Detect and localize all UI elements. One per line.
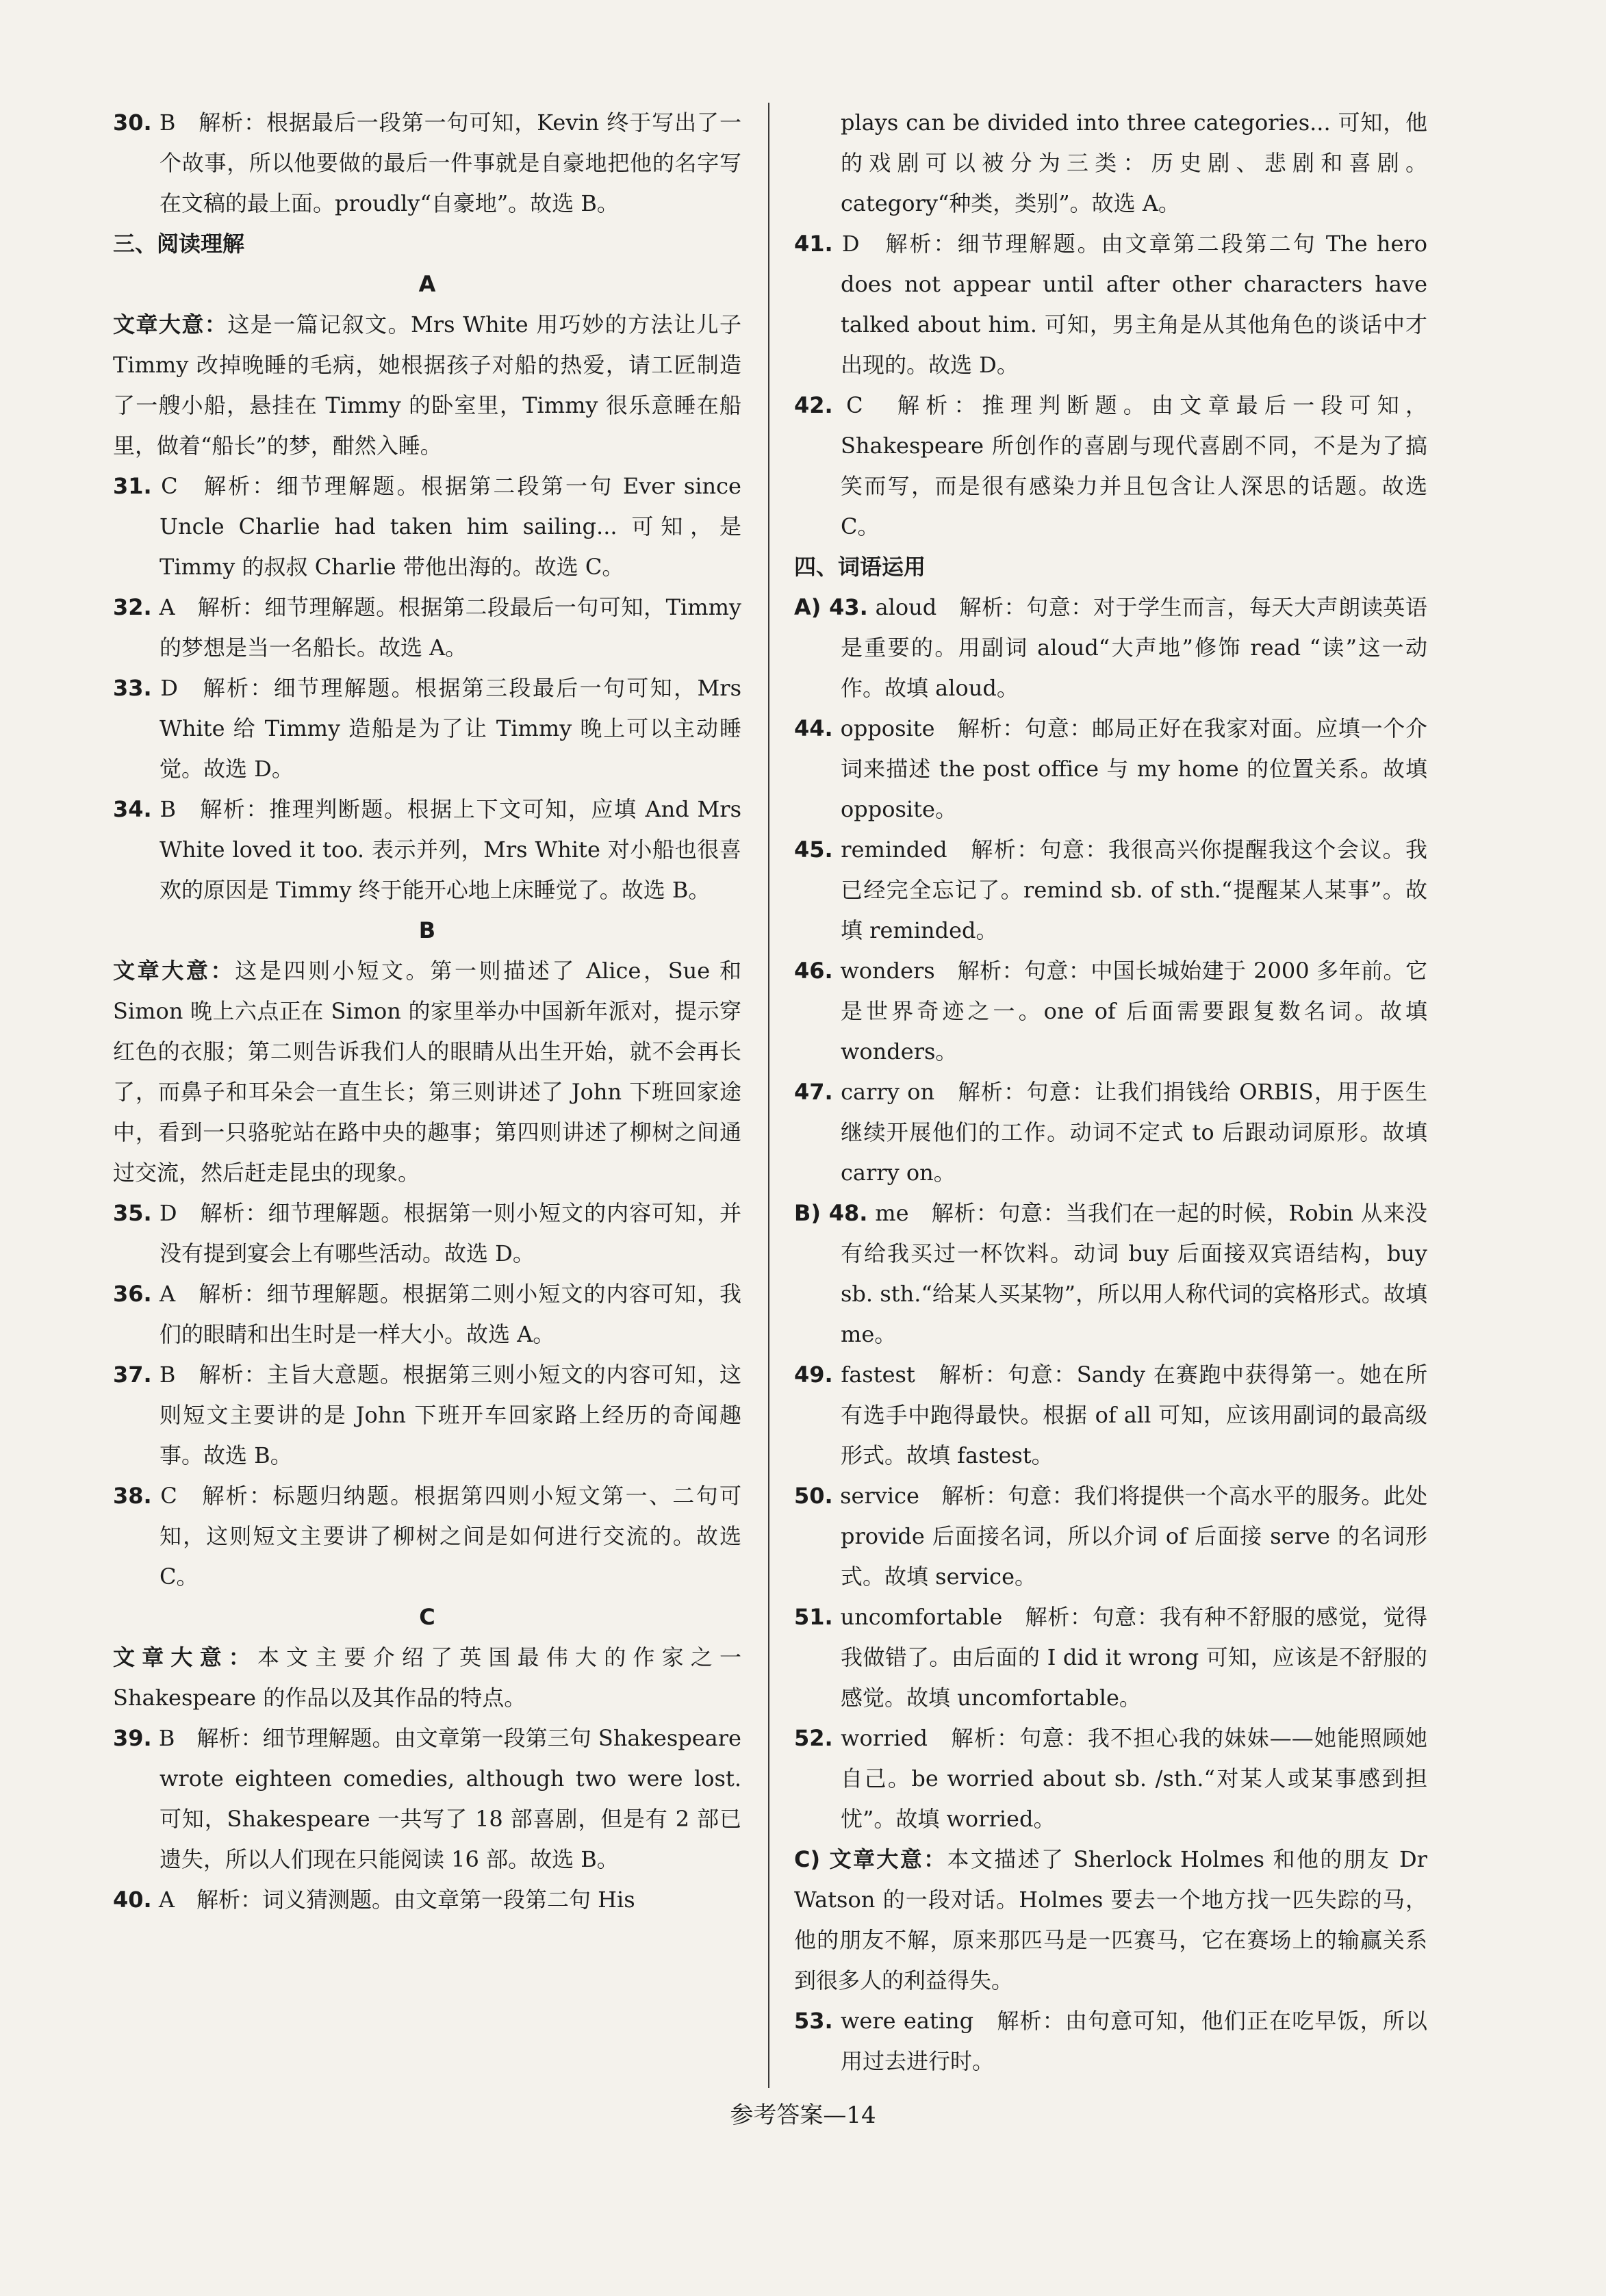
answer-53 (794, 2001, 1427, 2082)
answer-45 (794, 830, 1427, 951)
answer-text: wonders 解析：句意：中国长城始建于 2000 多年前。它是世界奇迹之一。one of 后面需要跟复数名词。故填 wonders。 (840, 958, 1427, 1064)
answer-51 (794, 1597, 1427, 1718)
question-number: 30. (113, 110, 152, 136)
answer-text: C 解析：标题归纳题。根据第四则小短文第一、二句可知，这则短文主要讲了柳树之间是如何进行交流的。故选 C。 (160, 1483, 741, 1590)
answer-text: D 解析：细节理解题。根据第三段最后一句可知，Mrs White 给 Timmy 造船是为了让 Timmy 晚上可以主动睡觉。故选 D。 (160, 675, 741, 782)
answer-41 (794, 224, 1427, 385)
answer-text: C 解析：推理判断题。由文章最后一段可知，Shakespeare 所创作的喜剧与现代喜剧不同，不是为了搞笑而写，而是很有感染力并且包含让人深思的话题。故选 C。 (841, 392, 1427, 539)
answer-46 (794, 951, 1427, 1072)
answer-text: C 解析：细节理解题。根据第二段第一句 Ever since Uncle Charlie had taken him sailing... 可知，是 Timmy 的叔叔 Charlie 带他出海的。故选 C。 (160, 473, 741, 580)
answer-47 (794, 1072, 1427, 1193)
answer-31 (113, 466, 741, 587)
question-number: 42. (794, 392, 833, 418)
question-number: 52. (794, 1725, 833, 1751)
summary-text: 本文描述了 Sherlock Holmes 和他的朋友 Dr Watson 的一段对话。Holmes 要去一个地方找一匹失踪的马，他的朋友不解，原来那匹马是一匹赛马，它在赛场上的输赢关系到很多人的利益得失。 (794, 1846, 1427, 1993)
question-number: 47. (794, 1079, 833, 1105)
answer-text: carry on 解析：句意：让我们捐钱给 ORBIS，用于医生继续开展他们的工作。动词不定式 to 后跟动词原形。故填 carry on。 (841, 1079, 1427, 1186)
question-number: 51. (794, 1604, 833, 1630)
question-number: 50. (794, 1483, 833, 1509)
summary-label: 文章大意： (113, 1644, 257, 1670)
passage-summary-b (113, 951, 741, 1193)
question-number: B) 48. (794, 1200, 868, 1226)
passage-heading-b: B (418, 917, 436, 943)
answer-text: D 解析：细节理解题。由文章第二段第二句 The hero does not appear until after other characters have talked about him. 可知，男主角是从其他角色的谈话中才出现的。故选 D。 (841, 231, 1427, 378)
passage-summary-c2 (794, 1839, 1427, 2001)
question-number: 32. (113, 594, 152, 620)
question-number: A) 43. (794, 594, 868, 620)
question-number: 40. (113, 1887, 152, 1913)
answer-text: service 解析：句意：我们将提供一个高水平的服务。此处 provide 后面接名词，所以介词 of 后面接 serve 的名词形式。故填 service。 (840, 1483, 1427, 1590)
question-number: 41. (794, 231, 833, 257)
answer-43 (794, 587, 1427, 709)
answer-37 (113, 1355, 741, 1476)
question-number: 45. (794, 837, 833, 863)
question-number: 31. (113, 473, 152, 499)
answer-text: D 解析：细节理解题。根据第一则小短文的内容可知，并没有提到宴会上有哪些活动。故选 D。 (159, 1200, 741, 1266)
answer-text: worried 解析：句意：我不担心我的妹妹——她能照顾她自己。be worried about sb. /sth.“对某人或某事感到担忧”。故填 worried。 (841, 1725, 1427, 1832)
answer-42 (794, 385, 1427, 547)
page-footer: 参考答案—14 (730, 2102, 876, 2129)
question-number: 34. (113, 796, 152, 822)
question-number: 37. (113, 1362, 152, 1388)
answer-49 (794, 1355, 1427, 1476)
answer-text: me 解析：句意：当我们在一起的时候，Robin 从来没有给我买过一杯饮料。动词 buy 后面接双宾语结构，buy sb. sth.“给某人买某物”，所以用人称代词的宾格形式。故填 me。 (841, 1200, 1428, 1347)
summary-text: 本文主要介绍了英国最伟大的作家之一 Shakespeare 的作品以及其作品的特点。 (113, 1644, 741, 1711)
answer-33 (113, 668, 741, 789)
answer-text: opposite 解析：句意：邮局正好在我家对面。应填一个介词来描述 the post office 与 my home 的位置关系。故填 opposite。 (840, 715, 1427, 822)
answer-40-continued: plays can be divided into three categories... 可知，他的戏剧可以被分为三类：历史剧、悲剧和喜剧。category“种类，类别”。故选 A。 (841, 110, 1427, 216)
summary-label: 文章大意： (113, 958, 235, 984)
answer-38 (113, 1476, 741, 1597)
summary-label: C) 文章大意： (794, 1846, 947, 1872)
summary-text: 这是四则小短文。第一则描述了 Alice，Sue 和 Simon 晚上六点正在 Simon 的家里举办中国新年派对，提示穿红色的衣服；第二则告诉我们人的眼睛从出生开始，就不会再长了，而鼻子和耳朵会一直生长；第三则讲述了 John 下班回家途中，看到一只骆驼站在路中央的趣事；第四则讲述了柳树之间通过交流，然后赶走昆虫的现象。 (113, 958, 741, 1186)
answer-text: B 解析：根据最后一段第一句可知，Kevin 终于写出了一个故事，所以他要做的最后一件事就是自豪地把他的名字写在文稿的最上面。proudly“自豪地”。故选 B。 (159, 110, 742, 216)
question-number: 49. (794, 1362, 833, 1388)
answer-text: reminded 解析：句意：我很高兴你提醒我这个会议。我已经完全忘记了。remind sb. of sth.“提醒某人某事”。故填 reminded。 (841, 837, 1427, 943)
answer-48 (794, 1193, 1427, 1355)
passage-heading-a: A (418, 271, 436, 297)
answer-39 (113, 1718, 741, 1880)
left-column (113, 103, 741, 1920)
section-heading-reading: 三、阅读理解 (113, 231, 245, 257)
right-column (794, 103, 1427, 2082)
answer-text: B 解析：推理判断题。根据上下文可知，应填 And Mrs White loved it too. 表示并列，Mrs White 对小船也很喜欢的原因是 Timmy 终于能开心地上床睡觉了。故选 B。 (160, 796, 741, 903)
answer-text: A 解析：词义猜测题。由文章第一段第二句 His (158, 1887, 635, 1913)
answer-text: uncomfortable 解析：句意：我有种不舒服的感觉，觉得我做错了。由后面的 I did it wrong 可知，应该是不舒服的感觉。故填 uncomfortable。 (840, 1604, 1427, 1711)
summary-text: 这是一篇记叙文。Mrs White 用巧妙的方法让儿子 Timmy 改掉晚睡的毛病，她根据孩子对船的热爱，请工匠制造了一艘小船，悬挂在 Timmy 的卧室里，Timmy 很乐意睡在船里，做着“船长”的梦，酣然入睡。 (113, 311, 741, 459)
answer-40 (113, 1880, 741, 1920)
passage-summary-a (113, 305, 741, 466)
answer-text: A 解析：细节理解题。根据第二则小短文的内容可知，我们的眼睛和出生时是一样大小。故选 A。 (159, 1281, 741, 1347)
question-number: 35. (113, 1200, 152, 1226)
summary-label: 文章大意： (113, 311, 228, 337)
answer-52 (794, 1718, 1427, 1839)
question-number: 33. (113, 675, 152, 701)
passage-summary-c (113, 1637, 741, 1718)
question-number: 39. (113, 1725, 152, 1751)
answer-text: fastest 解析：句意：Sandy 在赛跑中获得第一。她在所有选手中跑得最快。根据 of all 可知，应该用副词的最高级形式。故填 fastest。 (841, 1362, 1427, 1468)
answer-text: B 解析：细节理解题。由文章第一段第三句 Shakespeare wrote eighteen comedies, although two were lost. 可知，Shakespeare 一共写了 18 部喜剧，但是有 2 部已遗失，所以人们现在只能阅读 16 部。故选 B。 (158, 1725, 741, 1872)
question-number: 53. (794, 2008, 833, 2034)
column-divider (768, 103, 769, 2088)
answer-32 (113, 587, 741, 668)
question-number: 36. (113, 1281, 152, 1307)
answer-50 (794, 1476, 1427, 1597)
passage-heading-c: C (419, 1604, 435, 1630)
answer-text: aloud 解析：句意：对于学生而言，每天大声朗读英语是重要的。用副词 aloud“大声地”修饰 read “读”这一动作。故填 aloud。 (841, 594, 1428, 701)
answer-36 (113, 1274, 741, 1355)
answer-text: were eating 解析：由句意可知，他们正在吃早饭，所以用过去进行时。 (841, 2008, 1427, 2074)
question-number: 38. (113, 1483, 152, 1509)
question-number: 44. (794, 715, 833, 741)
section-heading-word-use: 四、词语运用 (794, 554, 926, 580)
answer-44 (794, 709, 1427, 830)
answer-34 (113, 789, 741, 910)
answer-30 (113, 103, 741, 224)
answer-text: A 解析：细节理解题。根据第二段最后一句可知，Timmy 的梦想是当一名船长。故选 A。 (159, 594, 741, 661)
question-number: 46. (794, 958, 833, 984)
answer-text: B 解析：主旨大意题。根据第三则小短文的内容可知，这则短文主要讲的是 John 下班开车回家路上经历的奇闻趣事。故选 B。 (159, 1362, 741, 1468)
answer-35 (113, 1193, 741, 1274)
